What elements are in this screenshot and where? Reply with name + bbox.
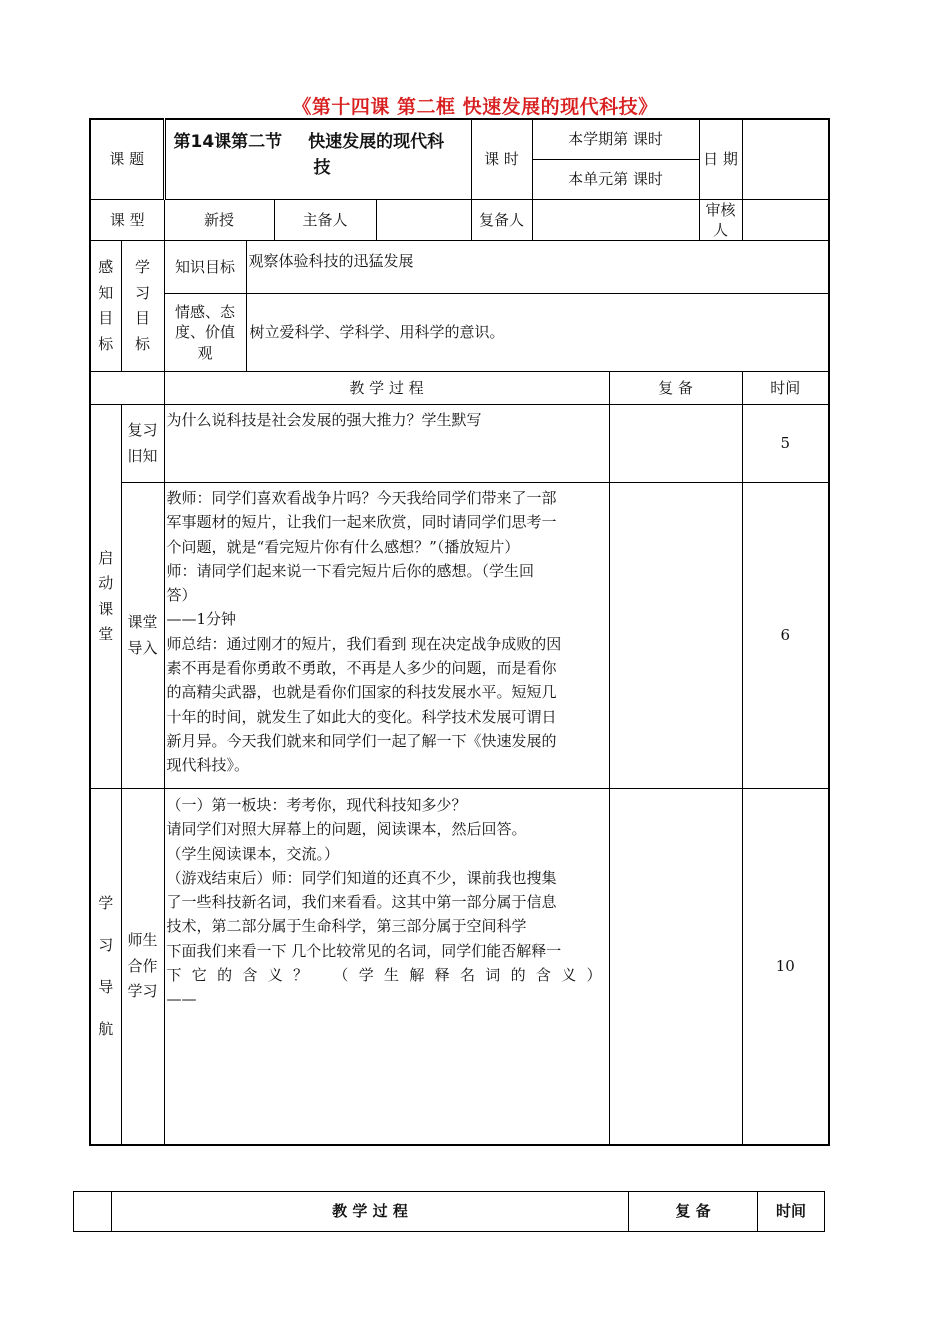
- date-value: [742, 119, 829, 199]
- intro-line: 现代科技》。: [166, 756, 250, 775]
- re-prep-value: [532, 199, 699, 241]
- process-header: 教 学 过 程: [164, 372, 609, 405]
- intro-line: 素不再是看你勇敢不勇敢，不再是人多少的问题，而是看你: [166, 659, 557, 678]
- intro-line: 的高精尖武器，也就是看你们国家的科技发展水平。短短几: [166, 683, 557, 702]
- cooperative-learning-label: 师生 合作 学习: [121, 789, 164, 1145]
- intro-line: 军事题材的短片，让我们一起来欣赏，同时请同学们思考一: [166, 513, 557, 532]
- intro-line: 个问题，就是“看完短片你有什么感想？”（播放短片）: [166, 537, 520, 556]
- coop-line: （一）第一板块：考考你，现代科技知多少？: [166, 796, 467, 814]
- main-prep-value: [376, 199, 471, 241]
- main-prep-label: 主备人: [274, 199, 376, 241]
- cooperative-learning-text: [164, 789, 609, 1145]
- intro-line: 答）: [166, 586, 197, 605]
- intro-line: 师总结：通过刚才的短片，我们看到 现在决定战争成败的因: [166, 634, 562, 653]
- page2-time-header: 时间: [758, 1192, 825, 1232]
- type-value: 新授: [164, 199, 274, 241]
- intro-line: 十年的时间，就发生了如此大的变化。科学技术发展可谓日: [166, 707, 557, 726]
- emotion-goal-text: 树立爱科学、学科学、用科学的意识。: [246, 294, 829, 372]
- coop-line: 请同学们对照大屏幕上的问题，阅读课本，然后回答。: [166, 820, 527, 839]
- cooperative-learning-time: 10: [742, 789, 829, 1145]
- review-old-text: 为什么说科技是社会发展的强大推力？学生默写: [164, 405, 609, 483]
- page2-review-header: 复 备: [629, 1192, 758, 1232]
- topic-label: 课 题: [90, 119, 164, 199]
- re-prep-label: 复备人: [471, 199, 532, 241]
- knowledge-goal-label: 知识目标: [164, 241, 246, 294]
- learning-goal-label: 学 习 目 标: [121, 241, 164, 372]
- type-label: 课 型: [90, 199, 164, 241]
- hours-label: 课 时: [471, 119, 532, 199]
- lesson-plan-table-page2: [73, 1191, 825, 1232]
- section-start-class-label: 启 动 课 堂: [90, 405, 121, 789]
- topic-part-b: 快速发展的现代科: [308, 132, 445, 152]
- coop-line: 技术，第二部分属于生命科学，第三部分属于空间科学: [166, 917, 527, 936]
- class-intro-time: 6: [742, 483, 829, 789]
- intro-line: ——1分钟: [166, 610, 237, 629]
- topic-part-c: 技: [313, 157, 331, 178]
- coop-line: ——: [166, 990, 197, 1009]
- process-header-blank: [90, 372, 164, 405]
- reviewer-label: 审核人: [699, 199, 742, 241]
- document-title: 《第十四课 第二框 快速发展的现代科技》: [292, 96, 658, 118]
- time-header: 时间: [742, 372, 829, 405]
- reviewer-value: [742, 199, 829, 241]
- knowledge-goal-text: 观察体验科技的迅猛发展: [246, 241, 829, 294]
- emotion-goal-label: 情感、态 度、价值 观: [164, 294, 246, 372]
- intro-line: 师：请同学们起来说一下看完短片后你的感想。（学生回: [166, 561, 535, 580]
- coop-line: 下它的含义？ （学生解释名词的含义）: [166, 966, 607, 985]
- class-intro-label: 课堂 导入: [121, 483, 164, 789]
- coop-line: 下面我们来看一下 几个比较常见的名词，同学们能否解释一: [166, 941, 562, 960]
- review-old-label: 复习 旧知: [121, 405, 164, 483]
- coop-line: 了一些科技新名词，我们来看看。这其中第一部分属于信息: [166, 893, 557, 912]
- page2-process-header: 教 学 过 程: [112, 1192, 629, 1232]
- cooperative-learning-notes: [609, 789, 742, 1145]
- class-intro-notes: [609, 483, 742, 789]
- unit-hours: 本单元第 课时: [532, 159, 699, 199]
- coop-line: （游戏结束后）师：同学们知道的还真不少，课前我也搜集: [166, 868, 557, 887]
- intro-line: 教师：同学们喜欢看战争片吗？今天我给同学们带来了一部: [166, 489, 557, 507]
- coop-line: （学生阅读课本，交流。）: [166, 844, 340, 863]
- date-label: 日 期: [699, 119, 742, 199]
- class-intro-text: [164, 483, 609, 789]
- perception-goal-label: 感知 目标: [90, 241, 121, 372]
- intro-line: 新月异。今天我们就来和同学们一起了解一下《快速发展的: [166, 731, 557, 750]
- review-old-time: 5: [742, 405, 829, 483]
- lesson-plan-table: [89, 118, 830, 1146]
- term-hours: 本学期第 课时: [532, 119, 699, 159]
- topic-value: [164, 119, 471, 199]
- page2-header-blank: [74, 1192, 112, 1232]
- review-old-notes: [609, 405, 742, 483]
- topic-part-a: 第14课第二节: [173, 132, 283, 152]
- section-learning-guide-label: 学 习 导 航: [90, 789, 121, 1145]
- review-header: 复 备: [609, 372, 742, 405]
